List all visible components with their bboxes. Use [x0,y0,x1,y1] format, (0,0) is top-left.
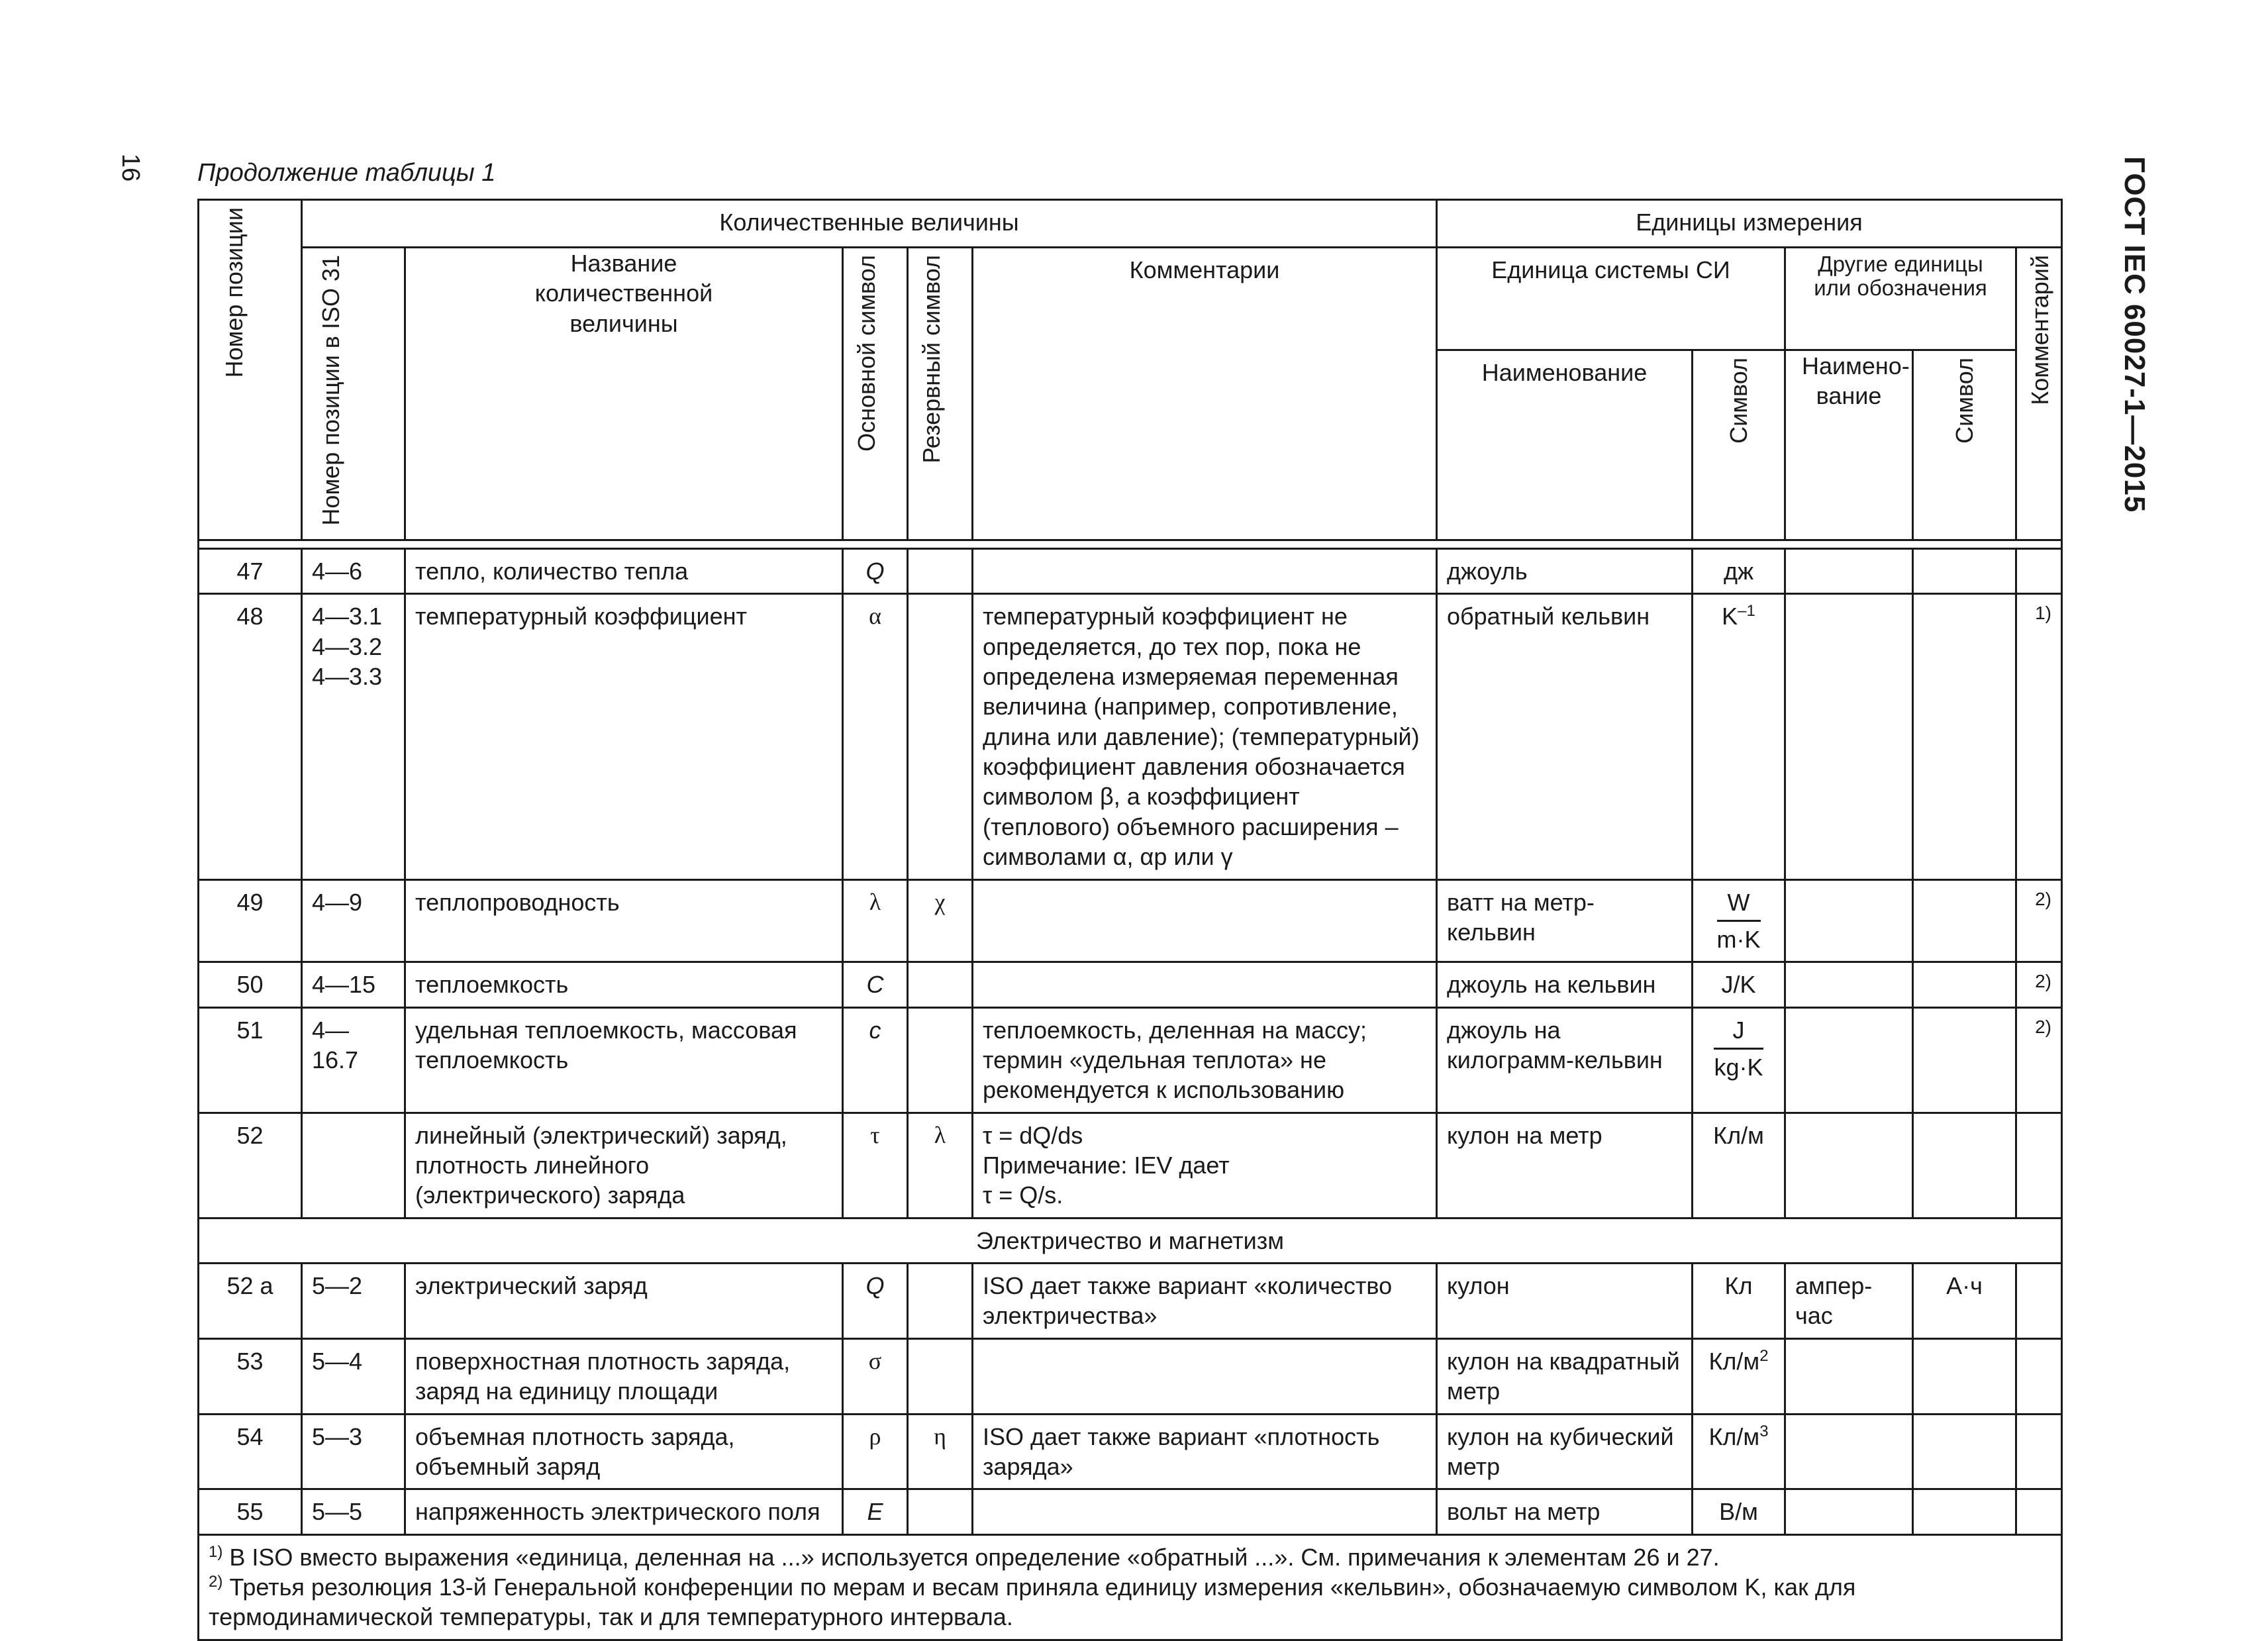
cell-reserve-symbol: η [908,1414,973,1489]
cell-note: 2) [2016,962,2062,1007]
cell-name: теплоемкость [405,962,843,1007]
header-units: Единицы измерения [1437,200,2062,248]
cell-pos: 49 [199,879,302,962]
cell-other-symbol [1913,962,2016,1007]
cell-iso: 4—9 [302,879,405,962]
header-comments: Комментарии [973,248,1437,540]
cell-main-symbol: Q [843,548,908,593]
comment-line: Примечание: IEV дает [983,1152,1230,1179]
cell-note [2016,1113,2062,1218]
cell-main-symbol: Q [843,1264,908,1339]
cell-other-symbol [1913,1414,2016,1489]
cell-note [2016,1264,2062,1339]
header-main-symbol: Основной символ [843,248,908,540]
cell-note: 1) [2016,594,2062,879]
cell-note [2016,1338,2062,1414]
cell-iso: 5—4 [302,1338,405,1414]
cell-unit-symbol [1693,879,1785,962]
cell-unit-name: кулон на квадратный метр [1437,1338,1693,1414]
header-reserve-symbol: Резервный символ [908,248,973,540]
footnote-1: $^{1)}$ В ISO вместо выражения «единица, деленная на ...» используется определение «обратный ...». См. примечания к элементам 26 и 27. [209,1542,1720,1571]
cell-reserve-symbol [908,548,973,593]
cell-name: линейный (электрический) заряд, плотность линейного (электрического) заряда [405,1113,843,1218]
cell-main-symbol: σ [843,1338,908,1414]
cell-unit-symbol [1693,1007,1785,1113]
cell-unit-name: джоуль на килограмм-кельвин [1437,1007,1693,1113]
cell-other-name [1785,1489,1913,1534]
cell-unit-name: вольт на метр [1437,1489,1693,1534]
table-row [199,1489,2062,1534]
document-id: ГОСТ IEC 60027-1—2015 [2118,156,2151,513]
cell-other-name [1785,1113,1913,1218]
cell-other-name [1785,594,1913,879]
cell-main-symbol: c [843,1007,908,1113]
cell-name: удельная теплоемкость, массовая теплоемкость [405,1007,843,1113]
table-row [199,1007,2062,1113]
table-row [199,1414,2062,1489]
cell-iso: 4—15 [302,962,405,1007]
cell-pos: 52 [199,1113,302,1218]
header-pos-iso: Номер позиции в ISO 31 [302,248,405,540]
cell-unit-symbol: В/м [1693,1489,1785,1534]
cell-name: тепло, количество тепла [405,548,843,593]
cell-unit-name: джоуль [1437,548,1693,593]
cell-other-name [1785,962,1913,1007]
cell-main-symbol: α [843,594,908,879]
cell-reserve-symbol [908,594,973,879]
cell-reserve-symbol [908,1338,973,1414]
cell-reserve-symbol [908,1007,973,1113]
footnotes [199,1534,2062,1640]
cell-unit-name: кулон на кубический метр [1437,1414,1693,1489]
section-row [199,1218,2062,1263]
cell-unit-symbol: $Кл/м^3$ [1693,1414,1785,1489]
cell-pos: 51 [199,1007,302,1113]
table-row [199,548,2062,593]
header-si-name: Наименование [1437,350,1693,540]
header-other-units: Другие единицы или обозначения [1785,248,2016,350]
cell-main-symbol: ρ [843,1414,908,1489]
cell-pos: 50 [199,962,302,1007]
table-caption: Продолжение таблицы 1 [197,159,496,187]
cell-other-symbol: A·ч [1913,1264,2016,1339]
cell-unit-name: кулон [1437,1264,1693,1339]
units-table-body [197,199,2063,1641]
cell-iso: 5—3 [302,1414,405,1489]
header-pos-no: Номер позиции [199,200,302,540]
cell-iso: 4—6 [302,548,405,593]
cell-comment [973,548,1437,593]
header-other-name: Наимено- вание [1785,350,1913,540]
cell-note: 2) [2016,1007,2062,1113]
cell-pos: 54 [199,1414,302,1489]
cell-name: температурный коэффициент [405,594,843,879]
cell-iso: 4—3.1 4—3.2 4—3.3 [302,594,405,879]
comment-line: τ = Q/s. [983,1181,1063,1209]
cell-unit-name: кулон на метр [1437,1113,1693,1218]
cell-name: напряженность электрического поля [405,1489,843,1534]
cell-other-symbol [1913,548,2016,593]
cell-unit-symbol: J/K [1693,962,1785,1007]
cell-pos: 47 [199,548,302,593]
cell-unit-symbol: Кл/м [1693,1113,1785,1218]
header-comment: Комментарий [2016,248,2062,540]
cell-comment [973,962,1437,1007]
footnote-2: $^{2)}$ Третья резолюция 13-й Генеральной конференции по мерам и весам приняла единицу измерения «кельвин», обозначаемую символом K, как для термодинамической температуры, так и для температурного интервала. [209,1573,1856,1631]
comment-line: τ = dQ/ds [983,1121,1083,1149]
table-row [199,1338,2062,1414]
cell-other-name [1785,548,1913,593]
cell-note [2016,1414,2062,1489]
cell-unit-symbol: $K^{-1}$ [1693,594,1785,879]
header-si-symbol: Символ [1693,350,1785,540]
cell-comment [973,1489,1437,1534]
cell-pos: 52 а [199,1264,302,1339]
cell-unit-name: обратный кельвин [1437,594,1693,879]
header-si-unit: Единица системы СИ [1437,248,1785,350]
cell-unit-name: ватт на метр-кельвин [1437,879,1693,962]
section-title: Электричество и магнетизм [199,1218,2062,1263]
cell-other-symbol [1913,1489,2016,1534]
table-row [199,879,2062,962]
cell-name: электрический заряд [405,1264,843,1339]
cell-note [2016,1489,2062,1534]
cell-other-symbol [1913,594,2016,879]
cell-other-name: ампер-час [1785,1264,1913,1339]
cell-comment: ISO дает также вариант «количество электричества» [973,1264,1437,1339]
page-number: 16 [117,154,144,182]
header-name: Название количественной величины [405,248,843,540]
cell-other-symbol [1913,1007,2016,1113]
cell-pos: 55 [199,1489,302,1534]
cell-comment: ISO дает также вариант «плотность заряда» [973,1414,1437,1489]
cell-other-symbol [1913,879,2016,962]
cell-reserve-symbol: χ [908,879,973,962]
cell-reserve-symbol [908,1489,973,1534]
cell-note: 2) [2016,879,2062,962]
cell-iso: 5—5 [302,1489,405,1534]
cell-comment [973,1338,1437,1414]
cell-other-name [1785,1338,1913,1414]
cell-main-symbol: λ [843,879,908,962]
cell-main-symbol: C [843,962,908,1007]
cell-pos: 53 [199,1338,302,1414]
footnotes-row [199,1534,2062,1640]
table-row [199,1264,2062,1339]
cell-reserve-symbol [908,1264,973,1339]
cell-other-symbol [1913,1113,2016,1218]
cell-unit-symbol: $Кл/м^2$ [1693,1338,1785,1414]
cell-iso: 4—16.7 [302,1007,405,1113]
cell-comment: температурный коэффициент не определяется, до тех пор, пока не определена измеряемая переменная величина (например, сопротивление, длина или давление); (температурный) коэффициент давления обозначается символом β, а коэффициент (теплового) объемного расширения – символами α, αp или γ [973,594,1437,879]
header-quantities: Количественные величины [302,200,1437,248]
cell-other-name [1785,1414,1913,1489]
cell-reserve-symbol: λ [908,1113,973,1218]
cell-comment [973,879,1437,962]
table-row [199,962,2062,1007]
cell-pos: 48 [199,594,302,879]
cell-comment [973,1113,1437,1218]
cell-note [2016,548,2062,593]
cell-iso: 5—2 [302,1264,405,1339]
cell-name: объемная плотность заряда, объемный заряд [405,1414,843,1489]
table-row [199,594,2062,879]
cell-name: поверхностная плотность заряда, заряд на единицу площади [405,1338,843,1414]
cell-unit-symbol: дж [1693,548,1785,593]
cell-other-name [1785,1007,1913,1113]
cell-iso [302,1113,405,1218]
cell-main-symbol: E [843,1489,908,1534]
cell-unit-symbol: Кл [1693,1264,1785,1339]
cell-unit-name: джоуль на кельвин [1437,962,1693,1007]
cell-other-name [1785,879,1913,962]
cell-name: теплопроводность [405,879,843,962]
cell-main-symbol: τ [843,1113,908,1218]
table-row [199,1113,2062,1218]
cell-other-symbol [1913,1338,2016,1414]
cell-reserve-symbol [908,962,973,1007]
header-other-symbol: Символ [1913,350,2016,540]
cell-comment: теплоемкость, деленная на массу; термин «удельная теплота» не рекомендуется к использованию [973,1007,1437,1113]
unit-fraction: $\frac{J}{kg\cdot K}$ [1714,1016,1763,1081]
unit-fraction: $\frac{W}{m\cdot K}$ [1716,888,1761,953]
